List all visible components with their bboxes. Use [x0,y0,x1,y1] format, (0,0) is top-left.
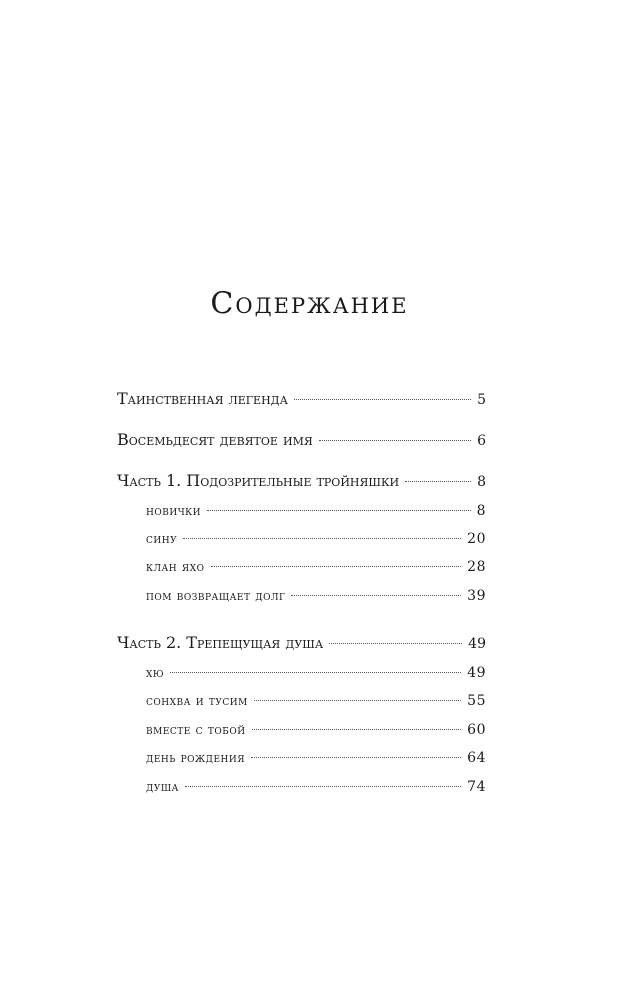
toc-entry-page: 49 [467,665,486,681]
dot-leader [405,481,471,482]
toc-entry-title: хю [146,665,165,681]
dot-leader [319,440,471,441]
toc-entry-page: 64 [467,750,486,766]
toc-entry-page: 49 [468,636,486,652]
toc-entry-page: 74 [467,779,486,795]
toc-entry-title: Таинственная легенда [117,389,288,408]
toc-entry-title: Восемьдесят девятое имя [117,430,313,449]
dot-leader [207,510,471,511]
dot-leader [170,672,461,673]
toc-entry-page: 6 [477,433,486,449]
toc-entry[interactable] [117,388,486,410]
toc-entry-page: 28 [467,559,486,575]
toc-entry[interactable] [117,429,486,451]
toc-subentry[interactable] [146,690,486,712]
toc-entry-title: пом возвращает долг [146,588,286,604]
toc-entry-title: новички [146,503,201,519]
toc-subentry[interactable] [146,528,486,550]
toc-entry-title: сину [146,531,178,547]
toc-entry-part[interactable] [117,632,486,654]
toc-entry-page: 20 [467,531,486,547]
toc-subentry[interactable] [146,776,486,798]
toc-entry-page: 5 [477,392,486,408]
toc-subentry[interactable] [146,500,486,522]
toc-entry-page: 55 [467,693,486,709]
toc-entry-title: день рождения [146,750,245,766]
toc-entry-title: Часть 1. Подозрительные тройняшки [117,471,400,490]
toc-subentry[interactable] [146,556,486,578]
toc-entry-title: душа [146,779,179,795]
toc-subentry[interactable] [146,585,486,607]
toc-entry-page: 8 [476,503,486,519]
toc-subentry[interactable] [146,719,486,741]
toc-entry-page: 39 [467,588,486,604]
toc-entry-page: 60 [467,722,486,738]
toc-entry-title: клан яхо [146,559,205,575]
dot-leader [185,786,461,787]
toc-entry-title: вместе с тобой [146,722,246,738]
dot-leader [252,729,462,730]
toc-entry-page: 8 [477,474,486,490]
dot-leader [329,643,462,644]
toc-subentry[interactable] [146,747,486,769]
dot-leader [211,566,462,567]
dot-leader [251,757,461,758]
toc-entry-title: сонхва и тусим [146,693,248,709]
page-title: Содержание [210,286,409,321]
toc-entry-part[interactable] [117,470,486,492]
dot-leader [294,399,471,400]
dot-leader [183,538,461,539]
toc-entry-title: Часть 2. Трепещущая душа [117,633,324,652]
dot-leader [254,700,461,701]
toc-subentry[interactable] [146,662,486,684]
dot-leader [291,595,461,596]
